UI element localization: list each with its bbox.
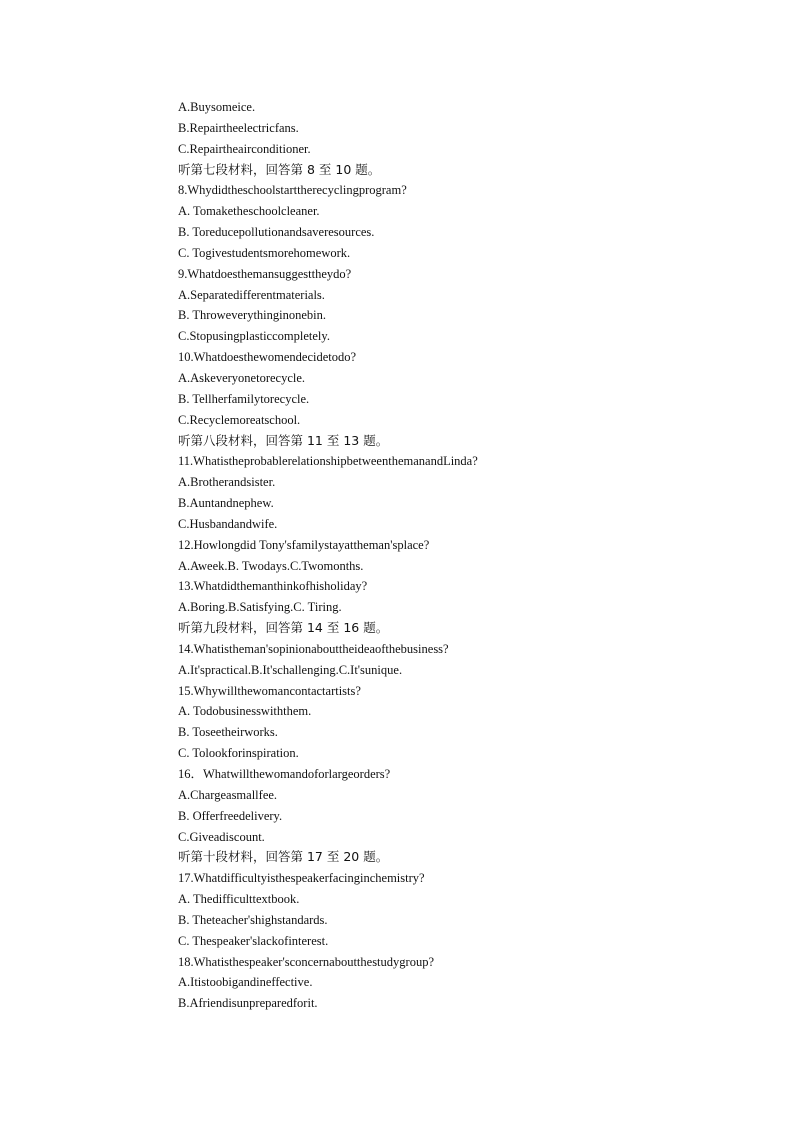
answer-option: C. Tolookforinspiration. xyxy=(178,746,299,761)
answer-option: C.Repairtheairconditioner. xyxy=(178,141,311,156)
answer-option: A.Separatedifferentmaterials. xyxy=(178,287,325,302)
question-text: 8.Whydidtheschoolstarttherecyclingprogram? xyxy=(178,183,407,198)
answer-option: A. Todobusinesswiththem. xyxy=(178,704,312,719)
section-heading: 听第十段材料，回答第 17 至 20 题。 xyxy=(178,849,389,865)
answer-option: B. Theteacher'shighstandards. xyxy=(178,912,328,927)
answer-option: A.Brotherandsister. xyxy=(178,475,276,490)
answer-option: B. Offerfreedelivery. xyxy=(178,808,283,823)
answer-option: B.Auntandnephew. xyxy=(178,496,274,511)
question-text: 9.Whatdoesthemansuggesttheydo? xyxy=(178,266,352,281)
answer-option: A.Aweek.B. Twodays.C.Twomonths. xyxy=(178,558,364,573)
section-heading: 听第七段材料，回答第 8 至 10 题。 xyxy=(178,161,381,177)
answer-option: C.Giveadiscount. xyxy=(178,829,265,844)
answer-option: B. Tellherfamilytorecycle. xyxy=(178,391,310,406)
answer-option: A.Askeveryonetorecycle. xyxy=(178,370,306,385)
question-text: 15.Whywillthewomancontactartists? xyxy=(178,683,361,698)
document-page xyxy=(178,97,758,1014)
question-text: 13.Whatdidthemanthinkofhisholiday? xyxy=(178,579,368,594)
question-text: 17.Whatdifficultyisthespeakerfacinginchemistry? xyxy=(178,871,425,886)
section-heading: 听第八段材料，回答第 11 至 13 题。 xyxy=(178,432,389,448)
answer-option: A.Boring.B.Satisfying.C. Tiring. xyxy=(178,600,342,615)
question-text: 11.WhatistheprobablerelationshipbetweenthemanandLinda? xyxy=(178,454,478,469)
answer-option: C.Recyclemoreatschool. xyxy=(178,412,301,427)
answer-option: B. Toseetheirworks. xyxy=(178,725,278,740)
answer-option: A.Itistoobigandineffective. xyxy=(178,975,313,990)
question-text: 14.Whatistheman'sopinionabouttheideaofthebusiness? xyxy=(178,641,449,656)
question-text: 10.Whatdoesthewomendecidetodo? xyxy=(178,350,357,365)
answer-option: A.Buysomeice. xyxy=(178,100,256,114)
answer-option: B.Afriendisunpreparedforit. xyxy=(178,996,318,1011)
answer-option: B. Toreducepollutionandsaveresources. xyxy=(178,225,375,240)
answer-option: B.Repairtheelectricfans. xyxy=(178,120,299,135)
answer-option: B. Throweverythinginonebin. xyxy=(178,308,327,323)
answer-option: C. Togivestudentsmorehomework. xyxy=(178,245,351,260)
answer-option: A.Chargeasmallfee. xyxy=(178,787,278,802)
answer-option: A. Thedifficulttextbook. xyxy=(178,892,300,907)
question-text: 12.Howlongdid Tony'sfamilystayattheman'splace? xyxy=(178,537,430,552)
answer-option: C.Stopusingplasticcompletely. xyxy=(178,329,330,344)
question-text: 16．Whatwillthewomandoforlargeorders? xyxy=(178,767,391,781)
answer-option: A. Tomaketheschoolcleaner. xyxy=(178,204,320,219)
answer-option: A.It'spractical.B.It'schallenging.C.It'sunique. xyxy=(178,662,403,677)
answer-option: C.Husbandandwife. xyxy=(178,516,278,531)
section-heading: 听第九段材料，回答第 14 至 16 题。 xyxy=(178,620,389,636)
question-text: 18.Whatisthespeaker'sconcernaboutthestudygroup? xyxy=(178,954,434,969)
answer-option: C. Thespeaker'slackofinterest. xyxy=(178,933,329,948)
